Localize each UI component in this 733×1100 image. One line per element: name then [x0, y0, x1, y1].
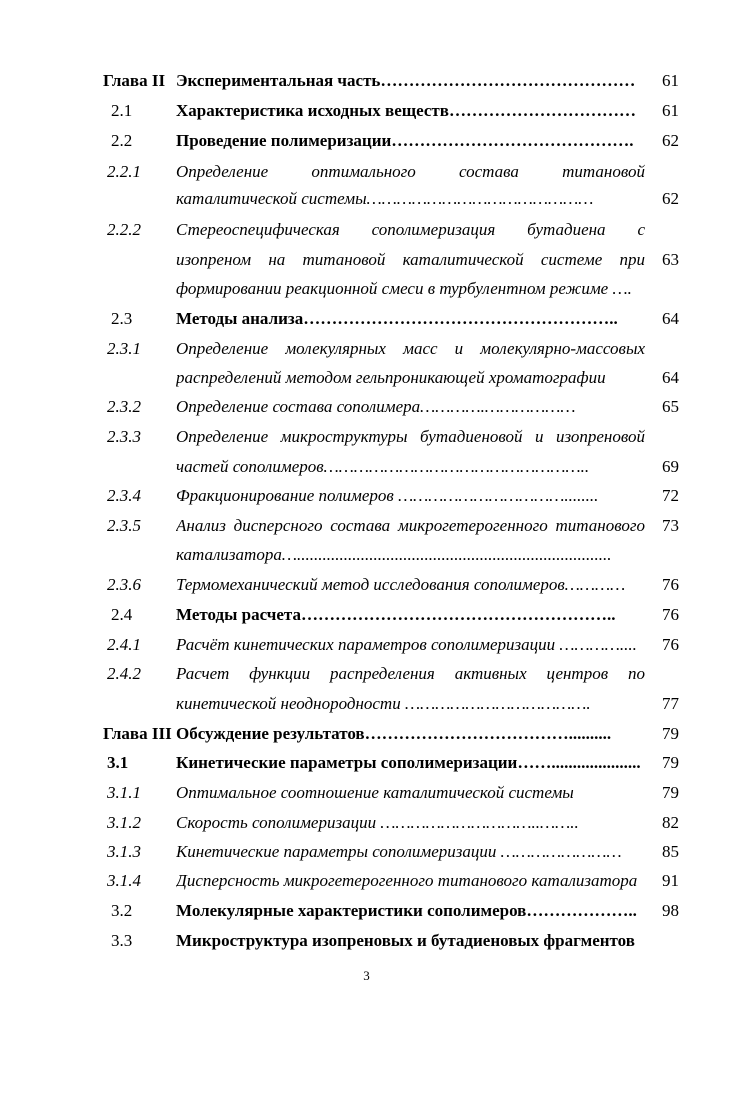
entry-title: Микроструктура изопреновых и бутадиеновых фрагментов — [176, 931, 635, 950]
entry-number: 3.1.4 — [107, 871, 141, 890]
entry-title: формировании реакционной смеси в турбулентном режиме …. — [176, 279, 632, 298]
toc-entry-3-1-1 — [0, 778, 733, 808]
entry-title: Оптимальное соотношение каталитической системы — [176, 783, 574, 802]
entry-number: 2.4.1 — [107, 635, 141, 654]
entry-page: 63 — [662, 250, 679, 269]
entry-page: 79 — [662, 724, 679, 743]
entry-number: 2.3.3 — [107, 427, 141, 446]
toc-entry-2-3-1 — [0, 334, 733, 364]
entry-page: 76 — [662, 575, 679, 594]
entry-title: Определение микроструктуры бутадиеновой и изопреновой — [176, 427, 645, 446]
toc-entry-2-4 — [0, 600, 733, 630]
toc-entry-2-2 — [0, 126, 733, 156]
toc-entry-2-4-2-cont — [0, 689, 733, 719]
entry-number: 2.3.1 — [107, 339, 141, 358]
entry-title: Определение состава сополимера………….……………… — [176, 397, 576, 416]
entry-title: Анализ дисперсного состава микрогетерогенного титанового — [176, 516, 645, 535]
entry-title: Молекулярные характеристики сополимеров……………….. — [176, 901, 637, 920]
toc-entry-2-3-2 — [0, 392, 733, 422]
entry-title: каталитической системы……………………………………… — [176, 189, 594, 208]
entry-number: 3.1.2 — [107, 813, 141, 832]
entry-page: 64 — [662, 309, 679, 328]
entry-title: Методы расчета……………………………………………….. — [176, 605, 616, 624]
entry-page: 79 — [662, 753, 679, 772]
toc-entry-2-4-1 — [0, 630, 733, 660]
toc-entry-3-3 — [0, 926, 733, 956]
entry-page: 65 — [662, 397, 679, 416]
entry-number: 3.3 — [111, 931, 133, 950]
entry-title: распределений методом гельпроникающей хроматографии — [176, 368, 606, 387]
entry-number: 2.3 — [111, 309, 133, 328]
toc-entry-3-1-2 — [0, 808, 733, 838]
entry-number: 2.4 — [111, 605, 133, 624]
toc-entry-2-3-5 — [0, 511, 733, 541]
entry-title: Экспериментальная часть……………………………………… — [176, 71, 636, 90]
entry-title: кинетической неоднородности ………………………………. — [176, 694, 591, 713]
entry-title: Кинетические параметры сополимеризации……..................... — [176, 753, 641, 772]
entry-title: Фракционирование полимеров ……………………………........ — [176, 486, 599, 505]
entry-page: 62 — [662, 189, 679, 208]
entry-number: 2.3.2 — [107, 397, 141, 416]
entry-page: 62 — [662, 131, 679, 150]
toc-entry-2-2-1 — [0, 157, 733, 187]
entry-number: 2.2.2 — [107, 220, 141, 239]
entry-number: 2.2.1 — [107, 162, 141, 181]
entry-page: 85 — [662, 842, 679, 861]
entry-page: 79 — [662, 783, 679, 802]
entry-title: Определение оптимального состава титановой — [176, 162, 645, 181]
entry-number: 3.2 — [111, 901, 133, 920]
toc-entry-chapter-2 — [0, 66, 733, 96]
entry-title: Расчёт кинетических параметров сополимеризации ………….... — [176, 635, 637, 654]
toc-entry-2-3-3 — [0, 422, 733, 452]
entry-number: 2.3.5 — [107, 516, 141, 535]
entry-page: 64 — [662, 368, 679, 387]
toc-entry-2-2-2 — [0, 215, 733, 245]
entry-title: Кинетические параметры сополимеризации …………………… — [176, 842, 622, 861]
toc-entry-2-2-2-cont — [0, 245, 733, 275]
entry-page: 73 — [662, 516, 679, 535]
entry-number: 2.4.2 — [107, 664, 141, 683]
entry-page: 91 — [662, 871, 679, 890]
toc-entry-2-2-2-cont2 — [0, 274, 733, 304]
toc-entry-2-2-1-cont — [0, 184, 733, 214]
entry-page: 76 — [662, 635, 679, 654]
entry-title: Термомеханический метод исследования сополимеров………… — [176, 575, 626, 594]
entry-title: Проведение полимеризации……………………………………. — [176, 131, 634, 150]
entry-title: изопреном на титановой каталитической системе при — [176, 250, 645, 269]
entry-number: 2.2 — [111, 131, 133, 150]
entry-number: Глава II — [103, 71, 166, 90]
entry-title: Характеристика исходных веществ…………………………… — [176, 101, 636, 120]
entry-title: Методы анализа……………………………………………….. — [176, 309, 618, 328]
entry-title: частей сополимеров…………………………………………….. — [176, 457, 590, 476]
toc-entry-2-3-3-cont — [0, 452, 733, 482]
toc-entry-3-2 — [0, 896, 733, 926]
entry-title: катализатора….......................................................................... — [176, 545, 612, 564]
entry-page: 98 — [662, 901, 679, 920]
entry-title: Расчет функции распределения активных центров по — [176, 664, 645, 683]
toc-entry-2-3-5-cont — [0, 540, 733, 570]
toc-entry-2-3-1-cont — [0, 363, 733, 393]
entry-title: Стереоспецифическая сополимеризация бутадиена с — [176, 220, 645, 239]
entry-title: Дисперсность микрогетерогенного титанового катализатора — [176, 871, 638, 890]
entry-title: Обсуждение результатов……………………………….......... — [176, 724, 612, 743]
entry-number: 3.1 — [107, 753, 129, 772]
entry-number: 2.1 — [111, 101, 133, 120]
toc-entry-3-1-3 — [0, 837, 733, 867]
entry-number: 2.3.4 — [107, 486, 141, 505]
entry-title: Скорость сополимеризации …………………………..…….. — [176, 813, 579, 832]
page-number: 3 — [363, 968, 370, 983]
entry-page: 61 — [662, 71, 679, 90]
toc-entry-2-4-2 — [0, 659, 733, 689]
toc-entry-3-1-4 — [0, 866, 733, 896]
entry-number: Глава III — [103, 724, 172, 743]
entry-number: 3.1.1 — [107, 783, 141, 802]
entry-page: 77 — [662, 694, 679, 713]
toc-entry-3-1 — [0, 748, 733, 778]
entry-page: 76 — [662, 605, 679, 624]
toc-entry-2-3-6 — [0, 570, 733, 600]
entry-number: 3.1.3 — [107, 842, 141, 861]
toc-entry-2-3-4 — [0, 481, 733, 511]
entry-number: 2.3.6 — [107, 575, 141, 594]
entry-page: 61 — [662, 101, 679, 120]
entry-page: 72 — [662, 486, 679, 505]
entry-title: Определение молекулярных масс и молекулярно-массовых — [176, 339, 645, 358]
toc-entry-chapter-3 — [0, 719, 733, 749]
toc-entry-2-1 — [0, 96, 733, 126]
entry-page: 69 — [662, 457, 679, 476]
entry-page: 82 — [662, 813, 679, 832]
toc-entry-2-3 — [0, 304, 733, 334]
